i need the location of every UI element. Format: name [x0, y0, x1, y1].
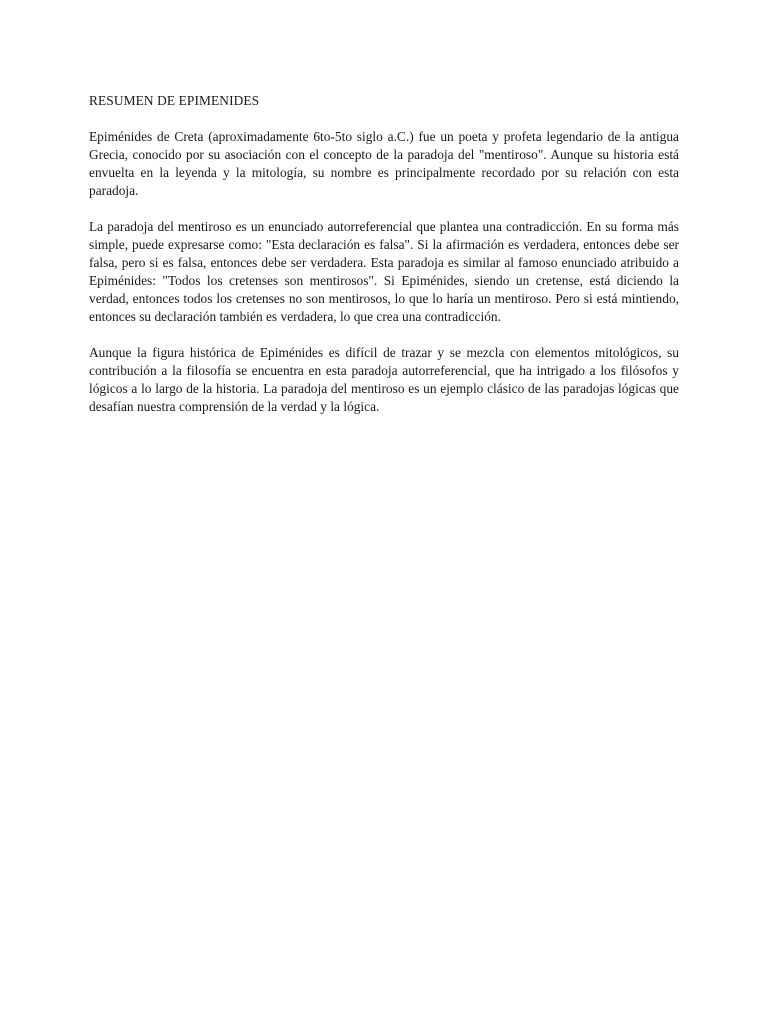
paragraph-conclusion: Aunque la figura histórica de Epiménides es difícil de trazar y se mezcla con elementos mitológicos, su contribución a la filosofía se encuentra en esta paradoja autorreferencial, que ha intrigado a los filósofos y lógicos a lo largo de la historia. La paradoja del mentiroso es un ejemplo clásico de las paradojas lógicas que desafían nuestra comprensión de la verdad y la lógica.: [89, 345, 679, 414]
document-title: RESUMEN DE EPIMENIDES: [89, 93, 260, 108]
paragraph-intro: Epiménides de Creta (aproximadamente 6to-5to siglo a.C.) fue un poeta y profeta legendario de la antigua Grecia, conocido por su asociación con el concepto de la paradoja del "mentiroso". Aunque su historia está envuelta en la leyenda y la mitología, su nombre es principalmente recordado por su relación con esta paradoja.: [89, 129, 679, 198]
document-body: [89, 92, 679, 434]
paragraph-liar-paradox: La paradoja del mentiroso es un enunciado autorreferencial que plantea una contradicción. En su forma más simple, puede expresarse como: "Esta declaración es falsa". Si la afirmación es verdadera, entonces debe ser falsa, pero si es falsa, entonces debe ser verdadera. Esta paradoja es similar al famoso enunciado atribuido a Epiménides: "Todos los cretenses son mentirosos". Si Epiménides, siendo un cretense, está diciendo la verdad, entonces todos los cretenses no son mentirosos, lo que lo haría un mentiroso. Pero si está mintiendo, entonces su declaración también es verdadera, lo que crea una contradicción.: [89, 219, 679, 324]
